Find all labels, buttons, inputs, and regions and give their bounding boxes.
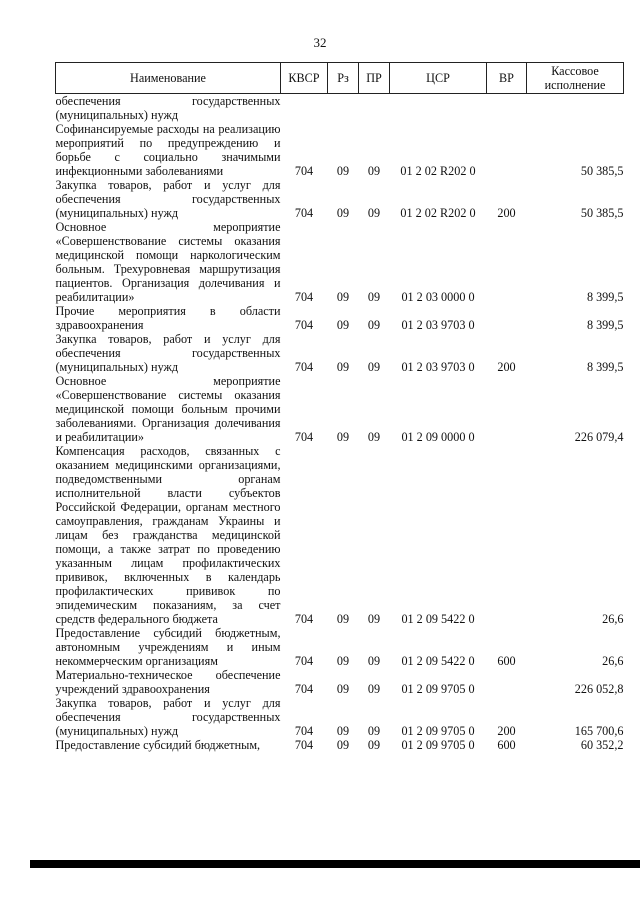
cell-rz: 09 (336, 290, 350, 304)
cell-vr: 600 (497, 738, 516, 752)
cell-kvsr: 704 (294, 164, 314, 178)
cell-sum: 226 052,8 (574, 682, 624, 696)
header-pr: ПР (359, 63, 390, 94)
cell-sum: 26,6 (602, 612, 624, 626)
cell-pr: 09 (367, 318, 381, 332)
cell-sum: 8 399,5 (586, 290, 624, 304)
cell-vr (487, 444, 527, 626)
cell-pr: 09 (367, 164, 381, 178)
cell-rz: 09 (336, 682, 350, 696)
cell-name: Софинансируемые расходы на реализацию мероприятий по предупреждению и борьбе с социально значимыми инфекционными заболеваниями (55, 122, 281, 178)
page-number: 32 (313, 35, 327, 50)
table-row (56, 668, 624, 696)
cell-rz (328, 94, 359, 123)
cell-vr (487, 668, 527, 696)
cell-vr: 600 (497, 654, 516, 668)
cell-csr: 01 2 02 R202 0 (400, 206, 476, 220)
cell-kvsr: 704 (294, 290, 314, 304)
cell-sum: 50 385,5 (580, 164, 624, 178)
cell-csr (390, 94, 487, 123)
header-name: Наименование (56, 63, 281, 94)
header-vr: ВР (487, 63, 527, 94)
cell-csr: 01 2 03 9703 0 (401, 318, 475, 332)
cell-name: Основное мероприятие «Совершенствование системы оказания медицинской помощи наркологическим больным. Трехуровневая маршрутизация пациентов. Организация долечивания и реабилитации» (55, 220, 281, 304)
cell-name: Предоставление субсидий бюджетным, (55, 738, 261, 752)
cell-vr: 200 (497, 206, 516, 220)
cell-name: обеспечения государственных (муниципальных) нужд (55, 94, 281, 122)
cell-name: Компенсация расходов, связанных с оказанием медицинскими организациями, подведомственными органам исполнительной власти субъектов Российской Федерации, органам местного самоуправления, гражданам Украины и лицам без гражданства медицинской помощи, а также затрат по проведению указанным лицам профилактических прививок, включенных в календарь профилактических прививок по эпидемическим показаниям, за счет средств федерального бюджета (55, 444, 281, 626)
cell-kvsr: 704 (294, 318, 314, 332)
cell-pr: 09 (367, 360, 381, 374)
cell-rz: 09 (336, 206, 350, 220)
table-row (56, 94, 624, 123)
table-row (56, 220, 624, 304)
table-row (56, 626, 624, 668)
cell-sum (527, 94, 624, 123)
cell-rz: 09 (336, 612, 350, 626)
cell-vr (487, 304, 527, 332)
cell-csr: 01 2 09 9705 0 (401, 724, 475, 738)
budget-table (55, 62, 624, 752)
cell-kvsr: 704 (294, 430, 314, 444)
cell-csr: 01 2 09 5422 0 (401, 654, 475, 668)
cell-vr (487, 122, 527, 178)
cell-pr: 09 (367, 738, 381, 752)
cell-pr: 09 (367, 682, 381, 696)
cell-rz: 09 (336, 724, 350, 738)
cell-csr: 01 2 09 5422 0 (401, 612, 475, 626)
cell-name: Прочие мероприятия в области здравоохранения (55, 304, 281, 332)
cell-pr: 09 (367, 654, 381, 668)
cell-sum: 60 352,2 (580, 738, 624, 752)
cell-csr: 01 2 09 9705 0 (401, 738, 475, 752)
cell-kvsr: 704 (294, 654, 314, 668)
cell-rz: 09 (336, 318, 350, 332)
cell-kvsr: 704 (294, 206, 314, 220)
cell-kvsr (281, 94, 328, 123)
header-sum: Кассовое исполнение (527, 63, 624, 94)
cell-csr: 01 2 09 0000 0 (401, 430, 475, 444)
cell-rz: 09 (336, 654, 350, 668)
header-csr: ЦСР (390, 63, 487, 94)
header-kvsr: КВСР (281, 63, 328, 94)
cell-pr: 09 (367, 290, 381, 304)
cell-pr: 09 (367, 206, 381, 220)
cell-pr: 09 (367, 430, 381, 444)
cell-csr: 01 2 09 9705 0 (401, 682, 475, 696)
cell-vr: 200 (497, 360, 516, 374)
cell-name: Предоставление субсидий бюджетным, автономным учреждениям и иным некоммерческим организациям (55, 626, 281, 668)
table-row (56, 444, 624, 626)
cell-sum: 50 385,5 (580, 206, 624, 220)
cell-csr: 01 2 03 0000 0 (401, 290, 475, 304)
cell-csr: 01 2 03 9703 0 (401, 360, 475, 374)
table-row (56, 738, 624, 752)
cell-sum: 226 079,4 (574, 430, 624, 444)
cell-name: Закупка товаров, работ и услуг для обеспечения государственных (муниципальных) нужд (55, 696, 281, 738)
cell-kvsr: 704 (294, 682, 314, 696)
header-rz: Рз (328, 63, 359, 94)
cell-sum: 8 399,5 (586, 360, 624, 374)
cell-kvsr: 704 (294, 612, 314, 626)
table-row (56, 696, 624, 738)
cell-pr: 09 (367, 612, 381, 626)
cell-name: Основное мероприятие «Совершенствование системы оказания медицинской помощи больным прочими заболеваниями. Организация долечивания и реабилитации» (55, 374, 281, 444)
cell-name: Закупка товаров, работ и услуг для обеспечения государственных (муниципальных) нужд (55, 332, 281, 374)
cell-rz: 09 (336, 360, 350, 374)
cell-sum: 26,6 (602, 654, 624, 668)
cell-sum: 8 399,5 (586, 318, 624, 332)
cell-pr: 09 (367, 724, 381, 738)
cell-vr (487, 220, 527, 304)
cell-name: Закупка товаров, работ и услуг для обеспечения государственных (муниципальных) нужд (55, 178, 281, 220)
cell-name: Материально-техническое обеспечение учреждений здравоохранения (55, 668, 281, 696)
table-row (56, 178, 624, 220)
table-row (56, 304, 624, 332)
page-bottom-bar (30, 860, 640, 868)
cell-rz: 09 (336, 164, 350, 178)
table-row (56, 332, 624, 374)
cell-kvsr: 704 (294, 360, 314, 374)
cell-rz: 09 (336, 738, 350, 752)
cell-vr: 200 (497, 724, 516, 738)
cell-sum: 165 700,6 (574, 724, 624, 738)
table-header-row (56, 63, 624, 94)
table-row (56, 122, 624, 178)
cell-kvsr: 704 (294, 724, 314, 738)
cell-vr (487, 94, 527, 123)
cell-csr: 01 2 02 R202 0 (400, 164, 476, 178)
cell-rz: 09 (336, 430, 350, 444)
table-body (56, 94, 624, 753)
table-row (56, 374, 624, 444)
cell-vr (487, 374, 527, 444)
cell-kvsr: 704 (294, 738, 314, 752)
cell-pr (359, 94, 390, 123)
